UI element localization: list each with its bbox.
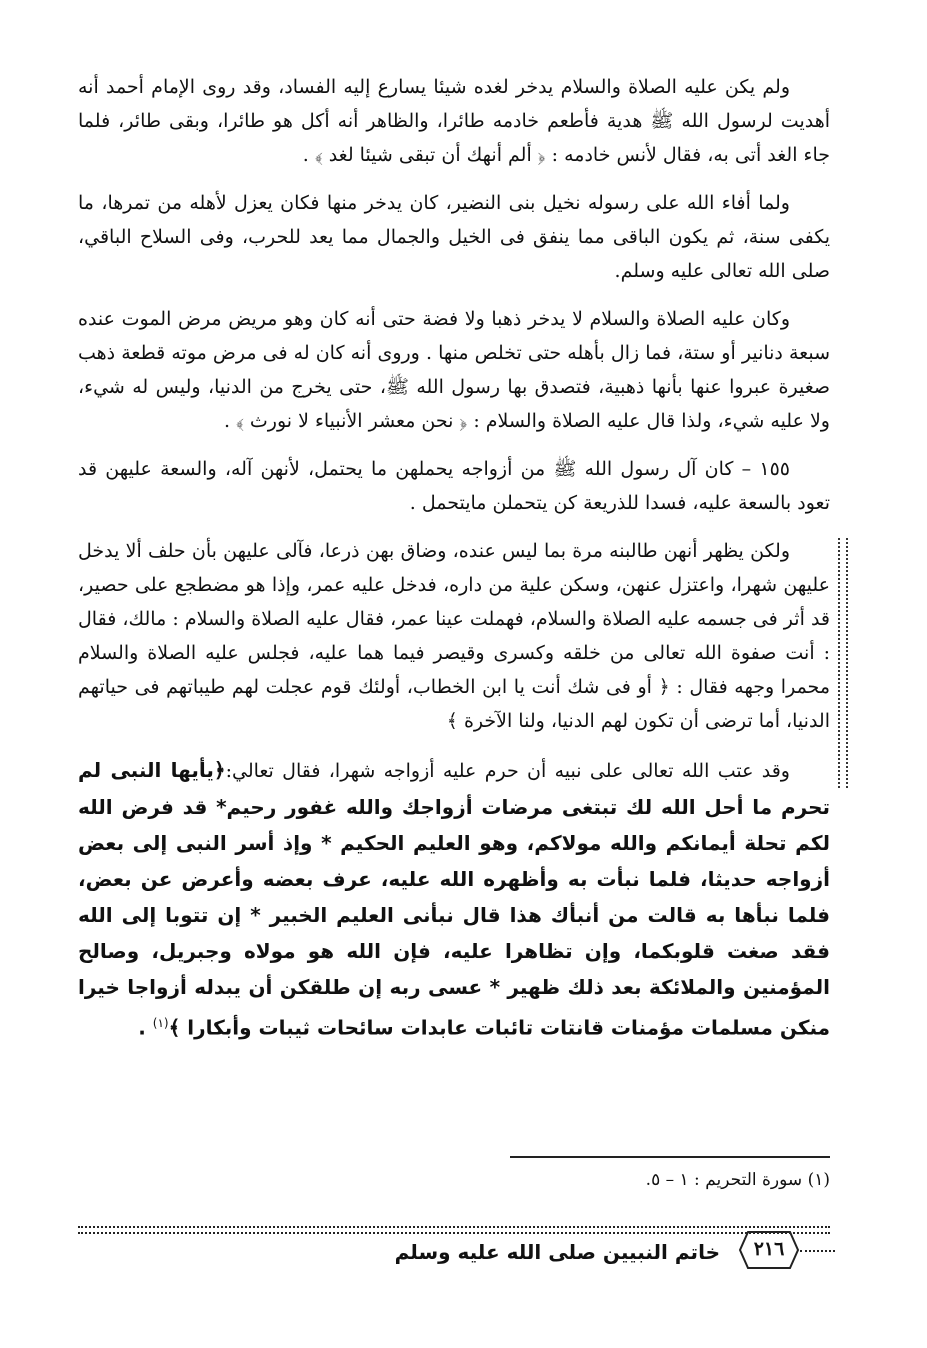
paragraph-6 (78, 752, 830, 1046)
quran-verse: ﴿يأيها النبى لم تحرم ما أحل الله لك تبتغى مرضات أزواجك والله غفور رحيم* قد فرض الله لكم تحلة أيمانكم والله مولاكم، وهو العليم الحكيم * وإذ أسر النبى إلى بعض أزواجه حديثا، فلما نبأت به وأظهره الله عليه، عرف بعضه وأعرض عن بعض، فلما نبأها به قالت من أنبأك هذا قال نبأنى العليم الخبير * إن تتوبا إلى الله فقد صغت قلوبكما، وإن تظاهرا عليه، فإن الله هو مولاه وجبريل، وصالح المؤمنين والملائكة بعد ذلك ظهير * عسى ربه إن طلقكن أن يبدله أزواجا خيرا منكن مسلمات مؤمنات قانتات تائبات عابدات سائحات ثيبات وأبكارا ﴾ (78, 758, 830, 1040)
main-text (78, 70, 830, 1060)
paragraph-6-intro: وقد عتب الله تعالى على نبيه أن حرم عليه أزواجه شهرا، فقال تعالي: (225, 760, 790, 782)
paragraph-2: ولما أفاء الله على رسوله نخيل بنى النضير، كان يدخر منها فكان يعزل لأهله من تمرها، ما يكفى سنة، ثم يكون الباقى مما ينفق فى الخيل والجمال مما يعد للحرب، وفى السلاح الباقي، صلى الله تعالى عليه وسلم. (78, 192, 830, 282)
footnote: (١) سورة التحريم : ١ – ٥. (645, 1170, 830, 1190)
page-number: ٢١٦ (753, 1238, 785, 1260)
paragraph-3: وكان عليه الصلاة والسلام لا يدخر ذهبا ولا فضة حتى أنه كان وهو مريض مرض الموت عنده سبعة دنانير أو ستة، فما زال بأهله حتى تخلص منها . وروى أنه كان له فى مرض موته قطعة ذهب صغيرة عبروا عنها بأنها ذهبية، فتصدق بها رسول الله ﷺ، حتى يخرج من الدنيا، وليس له شيء، ولا عليه شيء، ولذا قال عليه الصلاة والسلام : ﴿ نحن معشر الأنبياء لا نورث ﴾ . (78, 308, 830, 432)
footer-dots (800, 1250, 835, 1252)
paragraph-4: ١٥٥ – كان آل رسول الله ﷺ من أزواجه يحملهن ما يحتمل، لأنهن آله، والسعة عليهن قد تعود بالسعة عليه، فسدا للذريعة كن يتحملن مايتحمل . (78, 458, 830, 514)
footnote-ref: (١) (152, 1016, 169, 1030)
paragraph-5: ولكن يظهر أنهن طالبنه مرة بما ليس عنده، وضاق بهن ذرعا، فآلى عليهن بأن حلف ألا يدخل عليهن شهرا، واعتزل عنهن، وسكن علية من داره، فدخل عليه عمر، وإذا هو مضطجع على حصير، قد أثر فى جسمه عليه الصلاة والسلام، فهملت عينا عمر، فقال عليه الصلاة والسلام : مالك، فقال : أنت صفوة الله تعالى من خلقه وكسرى وقيصر فيما هما عليه، فجلس عليه الصلاة والسلام محمرا وجهه فقال : ﴿ أو فى شك أنت يا ابن الخطاب، أولئك قوم عجلت لهم طيباتهم فى حياتهم الدنيا، أما ترضى أن تكون لهم الدنيا، ولنا الآخرة ﴾ (78, 540, 830, 732)
running-footer-title: خاتم النبيين صلى الله عليه وسلم (394, 1240, 720, 1264)
footnote-separator (510, 1156, 830, 1158)
paragraph-1: ولم يكن عليه الصلاة والسلام يدخر لغده شيئا يسارع إليه الفساد، وقد روى الإمام أحمد أنه أهديت لرسول الله ﷺ هدية فأطعم خادمه طائرا، والظاهر أنه أكل هو طائرا، وبقى طائر، فلما جاء الغد أتى به، فقال لأنس خادمه : ﴿ ألم أنهك أن تبقى شيئا لغد ﴾ . (78, 76, 830, 166)
margin-marker-bar (838, 538, 848, 788)
footer-rule (78, 1226, 830, 1234)
page-number-frame (738, 1230, 800, 1270)
paragraph-6-end: . (138, 1015, 153, 1040)
marked-passage (78, 534, 830, 738)
